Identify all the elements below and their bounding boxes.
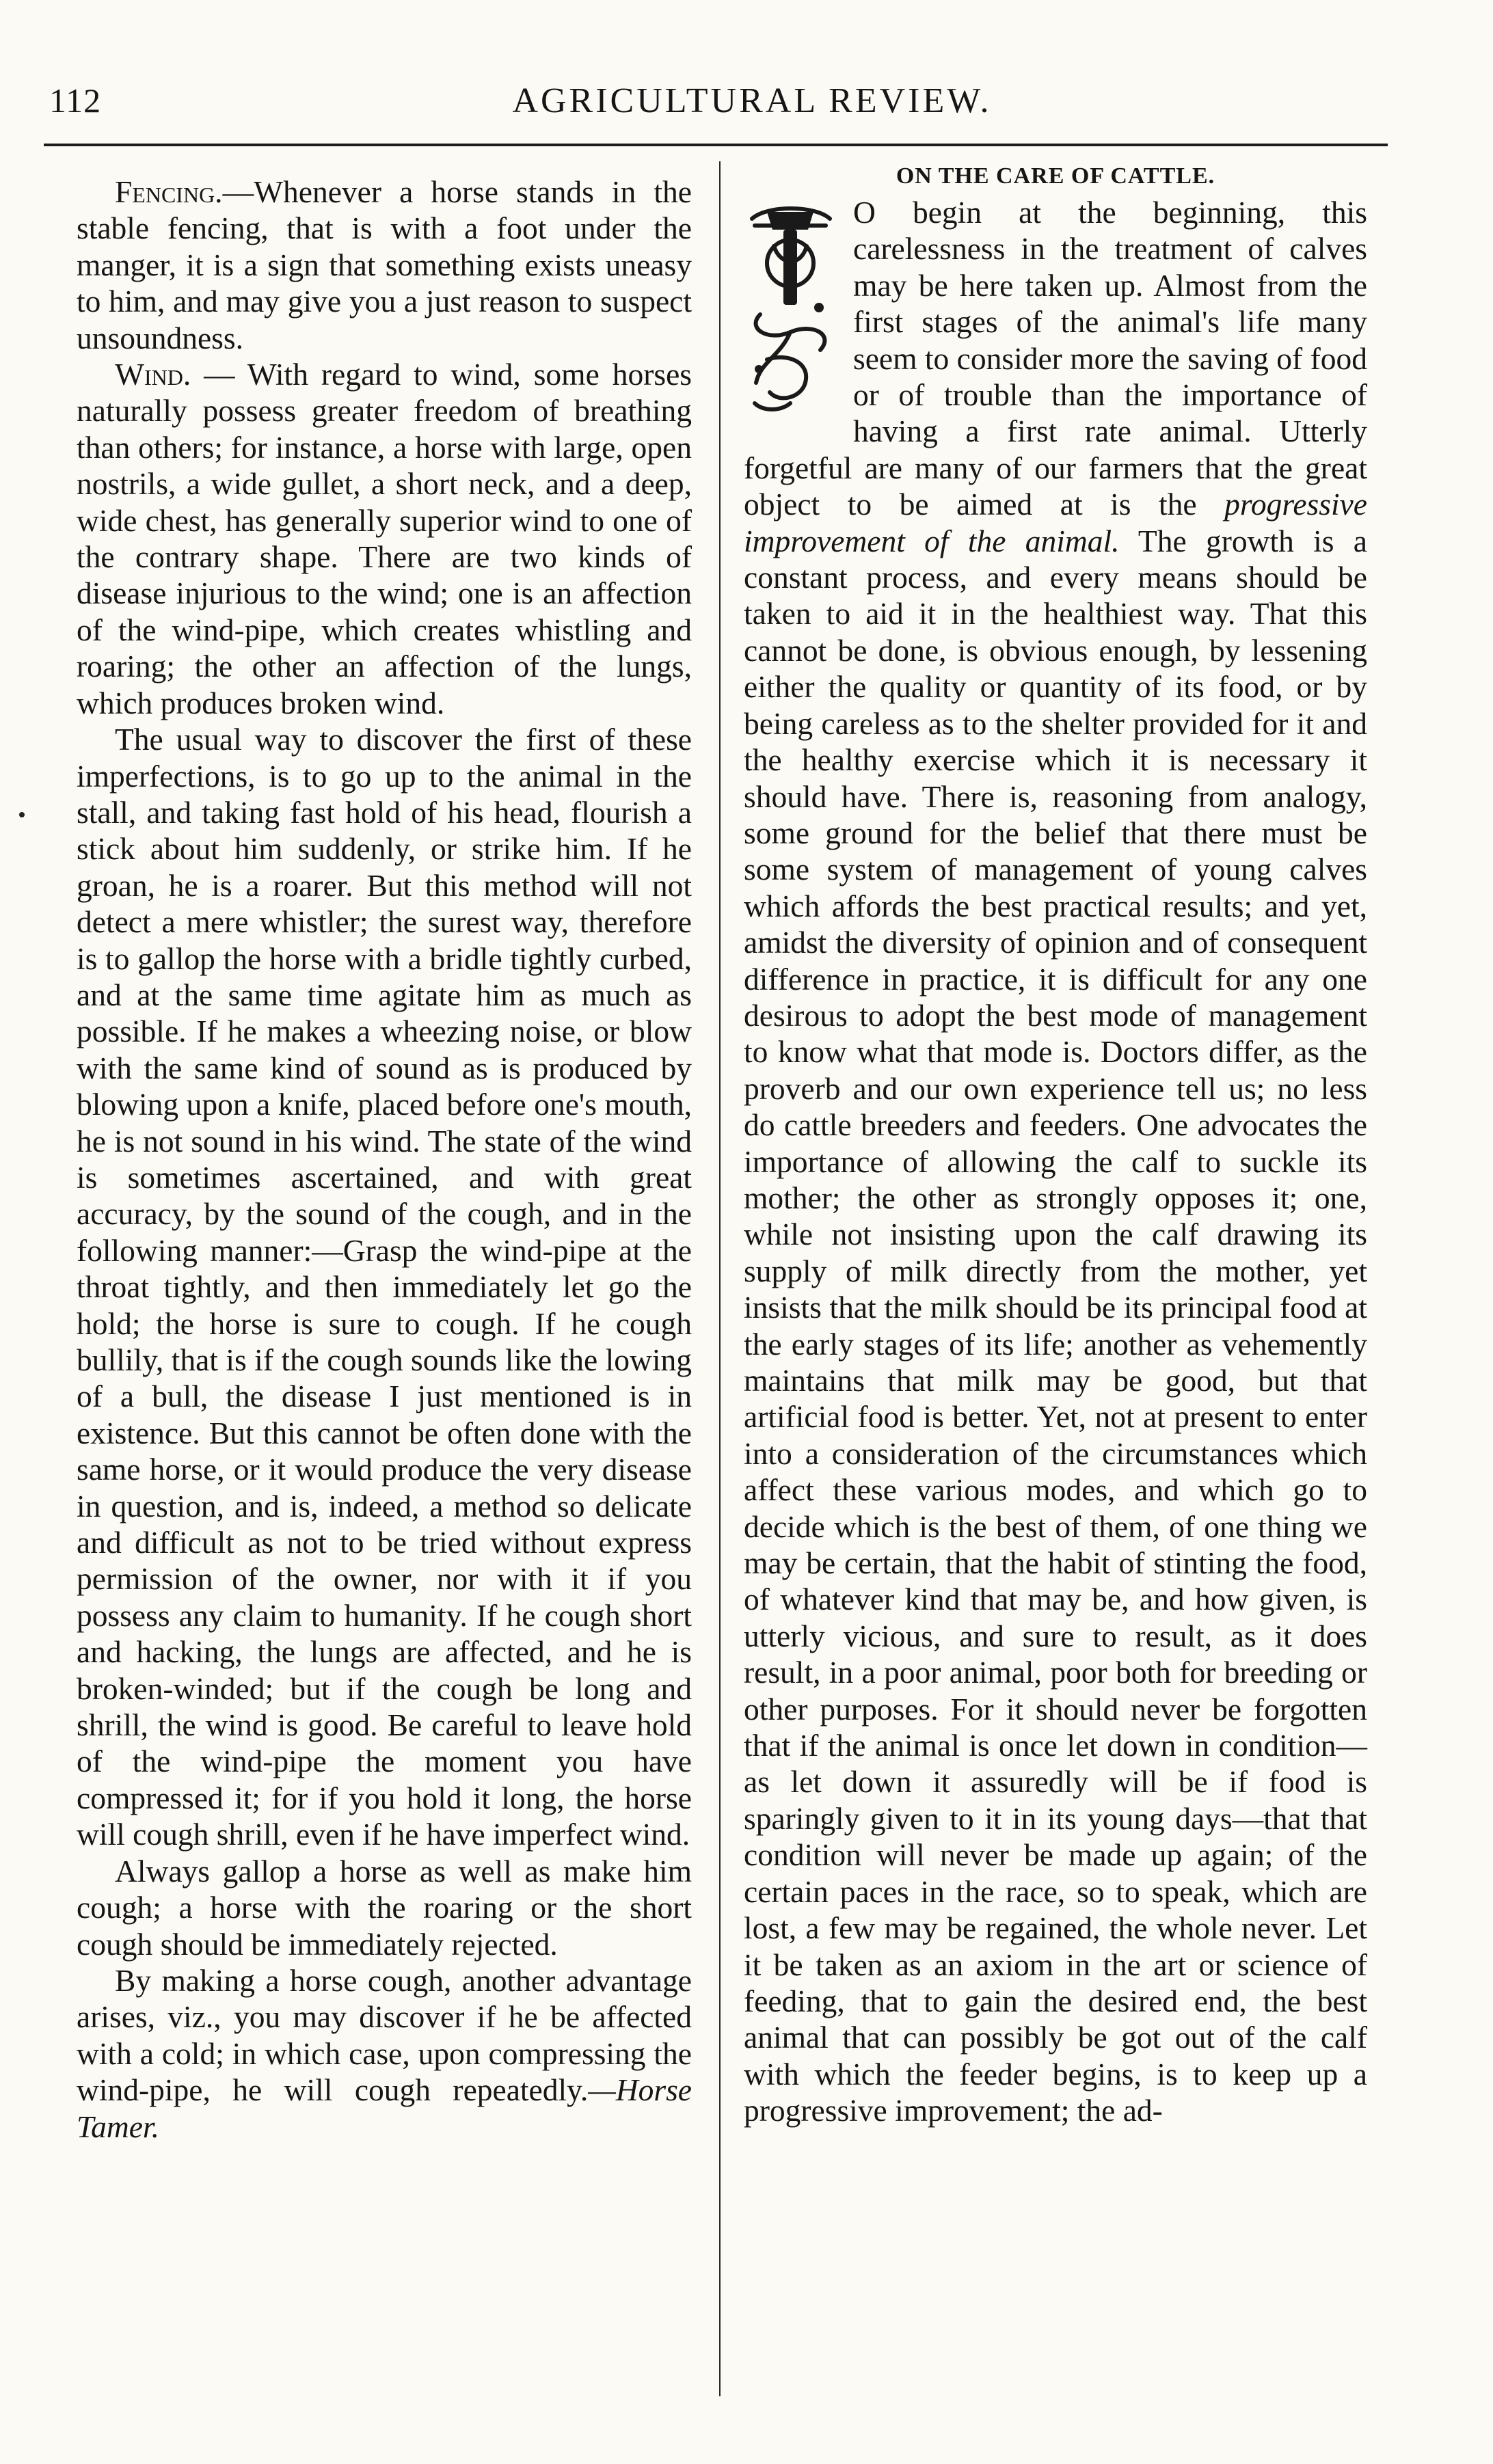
right-column xyxy=(744,159,1367,2129)
column-divider xyxy=(719,161,721,2396)
attribution: —Horse Tamer. xyxy=(77,2072,692,2144)
margin-speck xyxy=(19,812,25,817)
paragraph-gallop: Always gallop a horse as well as make him cough; a horse with the roaring or the short cough should be immediately rejected. xyxy=(77,1853,692,1962)
running-head-title: AGRICULTURAL REVIEW. xyxy=(512,81,992,120)
fencing-lead: Fencing. xyxy=(115,174,223,209)
dropcap-letter xyxy=(740,208,841,244)
ornamental-dropcap xyxy=(740,198,841,417)
wind-lead: Wind. xyxy=(115,357,191,392)
wind-text: — With regard to wind, some horses naturally possess greater freedom of breathing than others; for instance, a horse with large, open nostrils, a wide gullet, a short neck, and a deep, wide chest, has generally superior wind to one of the contrary shape. There are two kinds of disease injurious to the wind; one is an affection of the wind-pipe, which creates whistling and roaring; the other an affection of the lungs, which produces broken wind. xyxy=(77,357,692,720)
paragraph-calves xyxy=(744,194,1367,2129)
cold-text: By making a horse cough, another advantage arises, viz., you may discover if he be affected with a cold; in which case, upon compressing the wind-pipe, he will cough repeatedly. xyxy=(77,1962,692,2108)
paragraph-fencing xyxy=(77,174,692,356)
fencing-text: —Whenever a horse stands in the stable fencing, that is with a foot under the manger, it is a sign that something exists uneasy to him, and may give you a just reason to suspect unsoundness. xyxy=(77,174,692,355)
page-number: 112 xyxy=(49,81,102,120)
paragraph-cold xyxy=(77,1962,692,2145)
calves-text-a: O begin at the beginning, this carelessness in the treatment of calves may be here taken up. Almost from the first stages of the animal's life many seem to consider more the saving of food or of trouble than the importance of having a first rate animal. Utterly forgetful are many of our farmers that the great object to be aimed at is the xyxy=(744,195,1367,522)
calves-text-b: The growth is a constant process, and every means should be taken to aid it in the healthiest way. That this cannot be done, is obvious enough, by lessening either the quality or quantity of its food, or by being careless as to the shelter provided for it and the healthy exercise which it is necessary it should have. There is, reasoning from analogy, some ground for the belief that there must be some system of management of young calves which affords the best practical results; and yet, amidst the diversity of opinion and of consequent difference in practice, it is difficult for any one desirous to adopt the best mode of management to know what that mode is. Doctors differ, as the proverb and our own experience tell us; no less do cattle breeders and feeders. One advocates the importance of allowing the calf to suckle its mother; the other as strongly opposes it; one, while not insisting upon the calf drawing its supply of milk directly from the mother, yet insists that the milk should be its principal food at the early stages of its life; another as vehemently maintains that milk may be good, but that artificial food is better. Yet, not at present to enter into a consideration of the circumstances which affect these various modes, and which go to decide which is the best of them, of one thing we may be certain, that the habit of stinting the food, of whatever kind that may be, and how given, is utterly vicious, and sure to result, as it does result, in a poor animal, poor both for breeding or other purposes. For it should never be forgotten that if the animal is once let down in condition—as let down it assuredly will be if food is sparingly given to it in its young days—that that condition will never be made up again; of the certain paces in the race, so to speak, which are lost, a few may be regained, the whole never. Let it be taken as an axiom in the art or science of feeding, that to gain the desired end, the best animal that can possibly be got out of the calf with which the feeder begins, is to keep up a progressive improvement; the ad- xyxy=(744,523,1367,2128)
paragraph-roarer: The usual way to discover the first of these imperfections, is to go up to the animal in the stall, and taking fast hold of his head, flourish a stick about him suddenly, or strike him. If he groan, he is a roarer. But this method will not detect a mere whistler; the surest way, therefore is to gallop the horse with a bridle tightly curbed, and at the same time agitate him as much as possible. If he makes a wheezing noise, or blow with the same kind of sound as is produced by blowing upon a knife, placed before one's mouth, he is not sound in his wind. The state of the wind is sometimes ascertained, and with great accuracy, by the sound of the cough, and in the following manner:—Grasp the wind-pipe at the throat tightly, and then immediately let go the hold; the horse is sure to cough. If he cough bullily, that is if the cough sounds like the lowing of a bull, the disease I just mentioned is in existence. But this cannot be often done with the same horse, or it would produce the very disease in question, and is, indeed, a method so delicate and difficult as not to be tried without express permission of the owner, nor with it if you possess any claim to humanity. If he cough short and hacking, the lungs are affected, and he is broken-winded; but if the cough be long and shrill, the wind is good. Be careful to leave hold of the wind-pipe the moment you have compressed it; for if you hold it long, the horse will cough shrill, even if he have imperfect wind. xyxy=(77,722,692,1852)
paragraph-wind xyxy=(77,356,692,721)
article-title: ON THE CARE OF CATTLE. xyxy=(896,163,1215,189)
calves-emphasis: progressive improvement of the animal. xyxy=(744,487,1367,558)
header-rule xyxy=(44,144,1388,146)
left-column xyxy=(77,174,692,2145)
article-body xyxy=(744,194,1367,2129)
